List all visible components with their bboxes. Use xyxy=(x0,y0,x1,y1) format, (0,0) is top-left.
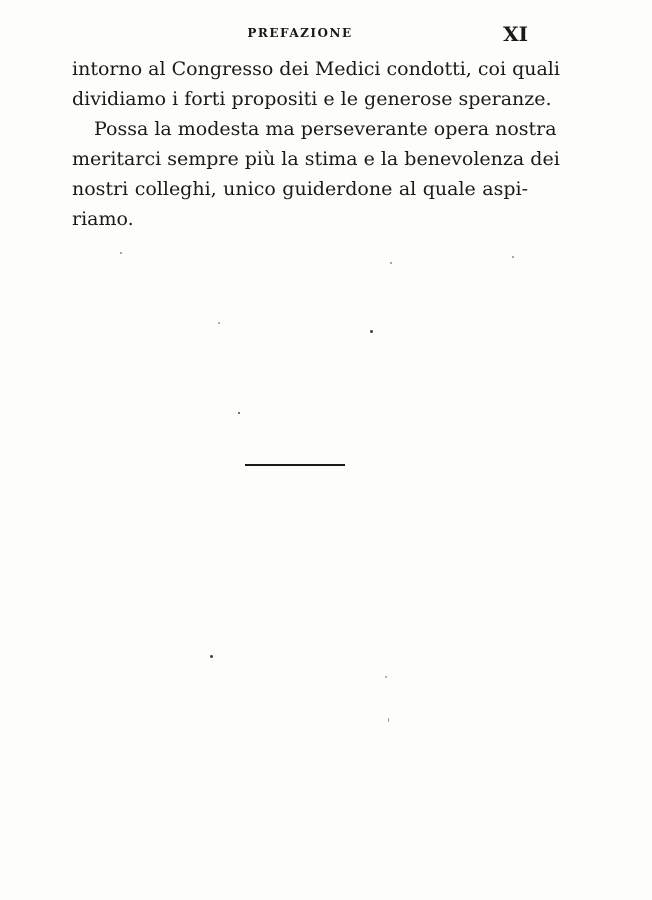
running-head xyxy=(72,22,528,46)
text-line: meritarci sempre più la stima e la benevolenza dei xyxy=(72,148,560,170)
text-line: riamo. xyxy=(72,208,134,230)
text-line: nostri colleghi, unico guiderdone al quale aspi- xyxy=(72,178,528,200)
section-end-rule xyxy=(245,464,345,466)
page-number: XI xyxy=(503,22,528,46)
print-speck xyxy=(390,262,392,264)
body-text xyxy=(72,54,560,234)
text-line: intorno al Congresso dei Medici condotti, coi quali xyxy=(72,58,560,80)
running-title: PREFAZIONE xyxy=(247,26,353,40)
text-line: dividiamo i forti propositi e le generose speranze. xyxy=(72,88,552,110)
print-speck xyxy=(120,252,122,254)
print-speck xyxy=(218,322,220,324)
print-speck xyxy=(370,330,373,333)
print-speck xyxy=(385,676,387,678)
print-speck xyxy=(512,256,514,258)
print-speck xyxy=(238,412,240,414)
print-speck xyxy=(388,718,389,722)
print-speck xyxy=(210,655,213,658)
text-line: Possa la modesta ma perseverante opera nostra xyxy=(94,118,557,140)
